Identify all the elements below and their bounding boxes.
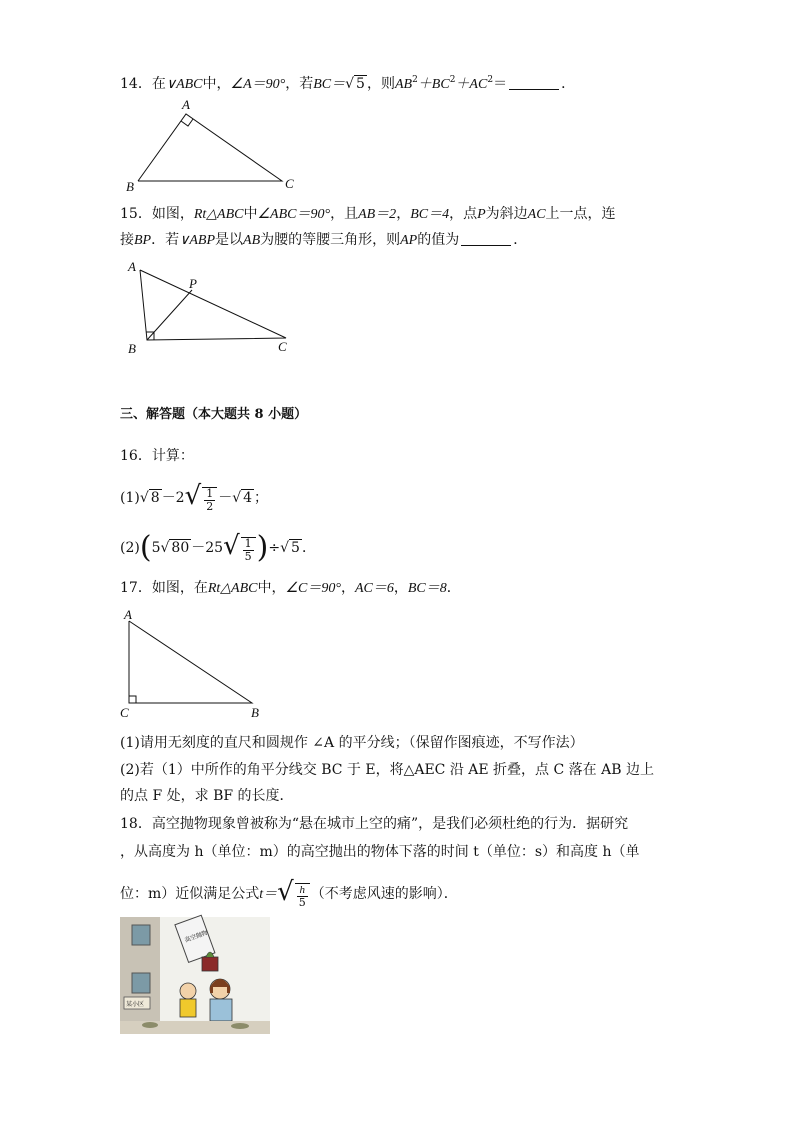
q16-title: 16．计算： bbox=[120, 448, 194, 464]
q18-cartoon-illustration bbox=[120, 917, 270, 1034]
q14-sq1: 2 bbox=[412, 75, 418, 85]
q15-label-c: C bbox=[278, 339, 287, 354]
q16-p2-lparen: ( bbox=[139, 530, 152, 565]
q18-l3a: 位：m）近似满足公式 bbox=[120, 886, 260, 902]
q15-l1b: 中 bbox=[243, 206, 258, 222]
q18-formula-num: h bbox=[297, 884, 308, 897]
q15-l1e: 为斜边 bbox=[485, 206, 528, 222]
q16-p1-sqrt4-value: 4 bbox=[243, 490, 253, 506]
q15-l1a: 15．如图， bbox=[120, 206, 194, 222]
q16-p2-frac-num: 1 bbox=[244, 537, 252, 550]
q18-formula-sqrt: √ $\frac{h}{5}$ bbox=[277, 874, 311, 914]
q15-triangle-figure bbox=[120, 258, 320, 358]
q17-label-b: B bbox=[251, 705, 259, 720]
q17-end: ． bbox=[446, 580, 461, 596]
q15-bc: BC＝4 bbox=[410, 207, 450, 222]
q17-label-a: A bbox=[124, 607, 132, 622]
q15-end: ． bbox=[513, 232, 528, 248]
flower-pot bbox=[202, 957, 218, 971]
q15-l2a: 接 bbox=[120, 232, 134, 248]
q18-line1: 18．高空抛物现象曾被称为“悬在城市上空的痛”，是我们必须杜绝的行为．据研究 bbox=[120, 816, 629, 832]
q15-ac: AC bbox=[527, 207, 546, 222]
q18-formula-t: t＝ bbox=[259, 887, 278, 902]
q16-p1-sqrt4: √ 4 bbox=[232, 490, 253, 506]
q18-line2: ，从高度为 h（单位：m）的高空抛出的物体下落的时间 t（单位：s）和高度 h（单 bbox=[120, 844, 640, 860]
q18-line3 bbox=[120, 874, 458, 910]
q15-label-p: P bbox=[189, 276, 197, 291]
q14-label-a: A bbox=[182, 97, 190, 112]
q16-p2-sqrt80: √ 80 bbox=[160, 540, 190, 556]
q15-triangle-outline bbox=[140, 270, 286, 340]
q14-expr-ac: ＋AC bbox=[455, 77, 488, 92]
q14-end: ． bbox=[561, 76, 576, 92]
q14-sq3: 2 bbox=[487, 75, 494, 85]
q16-p2-sqrt5: √ 5 bbox=[280, 540, 300, 556]
q16-p1-frac-den: 2 bbox=[206, 500, 214, 513]
q15-label-a: A bbox=[128, 259, 136, 274]
q17-right-angle-mark bbox=[129, 696, 136, 703]
q15-l2e: 的值为 bbox=[417, 232, 460, 248]
q16-p1-minus2: － bbox=[218, 490, 233, 506]
q14-label-c: C bbox=[285, 176, 294, 191]
q17-triangle-figure bbox=[118, 605, 278, 725]
q16-p1-label: (1) bbox=[120, 490, 140, 506]
q17-bc: BC＝8 bbox=[407, 581, 447, 596]
q18-formula-den: 5 bbox=[298, 896, 306, 909]
child-head bbox=[180, 983, 196, 999]
q17-part2-line1: (2)若（1）中所作的角平分线交 BC 于 E，将△AEC 沿 AE 折叠，点 C 落在 AB 边上 bbox=[120, 762, 654, 778]
q14-comma: ，若 bbox=[285, 76, 314, 92]
q17-la: 17．如图，在 bbox=[120, 580, 208, 596]
q14-right-angle-mark bbox=[181, 119, 193, 126]
q14-expr-bc: ＋BC bbox=[417, 77, 450, 92]
q17-ac: AC＝6 bbox=[354, 581, 394, 596]
q17-sep2: ， bbox=[393, 580, 408, 596]
q17-rt: Rt△ABC bbox=[207, 581, 258, 596]
q16-p2-sqrt5-value: 5 bbox=[291, 540, 300, 556]
q16-p2-end: ． bbox=[301, 540, 316, 556]
q16-p1-frac bbox=[202, 487, 217, 513]
q17-label-c: C bbox=[120, 705, 129, 720]
q17-text bbox=[120, 578, 461, 599]
q14-sq2: 2 bbox=[449, 75, 456, 85]
q17-angle: ∠C＝90° bbox=[285, 581, 341, 596]
q15-ab2: AB bbox=[243, 233, 261, 248]
q14-mid: 中， bbox=[202, 76, 231, 92]
q15-sep: ， bbox=[396, 206, 411, 222]
q16-p2-label: (2) bbox=[120, 540, 140, 556]
q16-p2-minus: －25 bbox=[191, 540, 224, 556]
q17-sep1: ， bbox=[340, 580, 355, 596]
q15-angle: ∠ABC＝90° bbox=[257, 207, 331, 222]
q15-l1d: ，点 bbox=[449, 206, 478, 222]
q17-triangle-outline bbox=[129, 621, 252, 703]
q15-line2 bbox=[120, 230, 527, 251]
q14-triangle-outline bbox=[138, 114, 282, 181]
q15-l2d: 为腰的等腰三角形，则 bbox=[260, 232, 401, 248]
q14-then: ，则 bbox=[366, 76, 395, 92]
banner-text: 高空抛物 bbox=[183, 929, 209, 945]
q18-formula-frac bbox=[295, 883, 310, 909]
q16-p2-sqrt-frac: √ $\frac{1}{5}$ bbox=[223, 528, 257, 568]
q14-angle: ∠A＝90° bbox=[230, 77, 286, 92]
window-bottom bbox=[132, 973, 150, 993]
q14-triangle-figure bbox=[120, 95, 320, 195]
window-top bbox=[132, 925, 150, 945]
q16-p1-frac-num: 1 bbox=[206, 487, 214, 500]
q14-number: 14． bbox=[120, 76, 152, 92]
section-3-heading: 三、解答题（本大题共 8 小题） bbox=[120, 407, 308, 422]
community-sign-text: 某小区 bbox=[126, 1001, 145, 1008]
q15-bp: BP bbox=[134, 233, 152, 248]
q17-part1: (1)请用无刻度的直尺和圆规作 ∠A 的平分线；（保留作图痕迹，不写作法） bbox=[120, 735, 584, 751]
q15-l1f: 上一点，连 bbox=[545, 206, 616, 222]
q16-p2-div: ÷ bbox=[268, 540, 281, 556]
q16-p2-five: 5 bbox=[151, 540, 161, 556]
q17-part2-line2: 的点 F 处，求 BF 的长度． bbox=[120, 788, 294, 804]
q16-p2-rparen: ) bbox=[256, 530, 269, 565]
q15-l1c: ，且 bbox=[330, 206, 359, 222]
q15-p: P bbox=[477, 207, 486, 222]
debris-1 bbox=[142, 1022, 158, 1028]
q16-p1-sqrt8-value: 8 bbox=[150, 490, 160, 506]
q14-sqrt-value: 5 bbox=[356, 76, 365, 92]
child-body bbox=[180, 999, 196, 1017]
q16-p2-frac-den: 5 bbox=[244, 550, 252, 563]
q16-p1-sqrt-frac: √ $\frac{1}{2}$ bbox=[185, 478, 219, 518]
q14-label-b: B bbox=[126, 179, 134, 194]
q15-l2b: ．若 bbox=[151, 232, 180, 248]
q16-p1-minus: －2 bbox=[161, 490, 185, 506]
q14-text bbox=[120, 70, 575, 95]
q16-p2-sqrt80-value: 80 bbox=[171, 540, 190, 556]
q15-rt: Rt△ABC bbox=[193, 207, 244, 222]
q15-line1 bbox=[120, 204, 616, 225]
q14-sqrt: √ 5 bbox=[345, 76, 365, 92]
q15-label-b: B bbox=[128, 341, 136, 356]
q15-ab: AB＝2 bbox=[358, 207, 397, 222]
debris-2 bbox=[231, 1023, 249, 1029]
q16-p2-frac bbox=[241, 537, 256, 563]
q15-answer-blank bbox=[461, 233, 511, 246]
q16-p1-end: ； bbox=[254, 490, 269, 506]
q14-eq: ＝ bbox=[493, 76, 508, 92]
q14-in: 在 bbox=[151, 76, 166, 92]
q18-l3b: （不考虑风速的影响）． bbox=[310, 886, 458, 902]
q16-p1-sqrt8: √ 8 bbox=[139, 490, 160, 506]
q15-abp: ∨ABP bbox=[179, 233, 216, 248]
q16-part1 bbox=[120, 478, 268, 514]
q15-ap: AP bbox=[400, 233, 418, 248]
q14-bc: BC＝ bbox=[313, 77, 346, 92]
q14-expr-ab: AB bbox=[394, 77, 413, 92]
q14-triangle: ∨ABC bbox=[165, 77, 203, 92]
adult-body bbox=[210, 999, 232, 1021]
q16-part2 bbox=[120, 528, 316, 564]
q14-answer-blank bbox=[509, 77, 559, 90]
q17-lb: 中， bbox=[257, 580, 286, 596]
q15-l2c: 是以 bbox=[215, 232, 244, 248]
